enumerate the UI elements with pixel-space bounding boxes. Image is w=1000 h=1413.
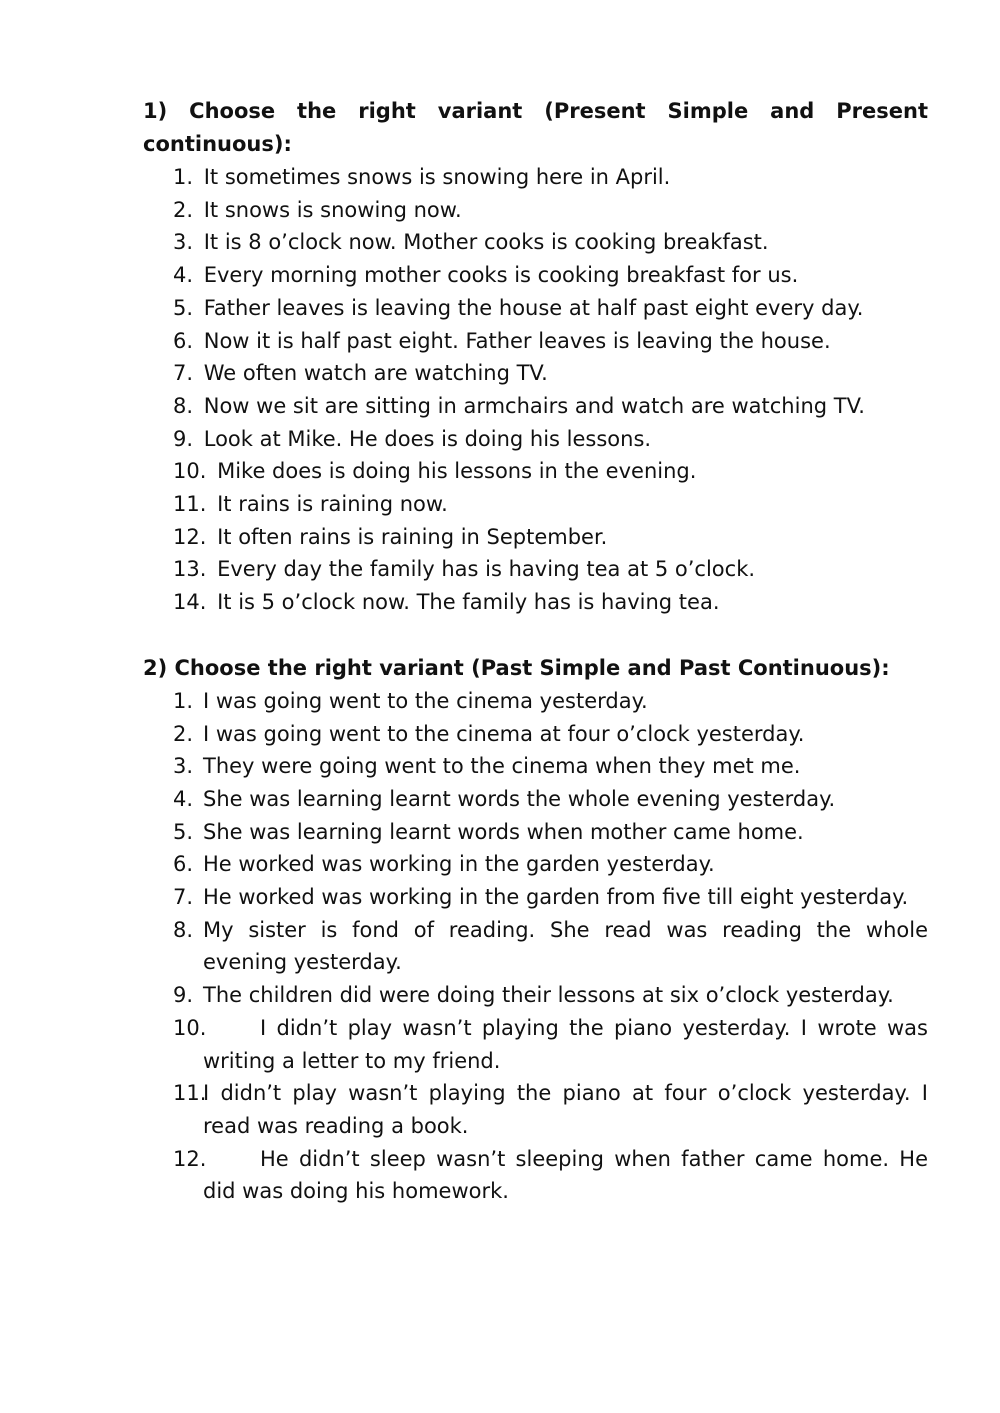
- item-number: 10.: [173, 1015, 207, 1040]
- item-number: 11.: [173, 1081, 207, 1106]
- item-text: Every day the family has is having tea at 5 o’clock.: [217, 557, 756, 582]
- item-number: 9.: [173, 983, 194, 1008]
- item-text: He didn’t sleep wasn’t sleeping when father came home. He did was doing his homework.: [203, 1146, 928, 1204]
- item-number: 7.: [173, 361, 194, 386]
- worksheet: [143, 95, 928, 1208]
- item-number: 13.: [173, 557, 207, 582]
- list-item: [143, 455, 928, 488]
- item-number: 10.: [173, 459, 207, 484]
- item-number: 9.: [173, 426, 194, 451]
- item-number: 8.: [173, 917, 194, 942]
- item-text: Father leaves is leaving the house at half past eight every day.: [203, 295, 864, 320]
- list-item: [143, 194, 928, 227]
- item-text: She was learning learnt words when mother came home.: [203, 819, 804, 844]
- item-number: 3.: [173, 230, 194, 255]
- section-1-heading: 1) Choose the right variant (Present Simple and Present continuous):: [143, 99, 928, 156]
- list-item: [143, 685, 928, 718]
- item-text: I was going went to the cinema at four o’clock yesterday.: [203, 721, 805, 746]
- item-number: 12.: [173, 524, 207, 549]
- item-text: My sister is fond of reading. She read was reading the whole evening yesterday.: [203, 917, 928, 975]
- list-item: [143, 161, 928, 194]
- item-text: I didn’t play wasn’t playing the piano at four o’clock yesterday. I read was reading a book.: [203, 1081, 928, 1138]
- item-number: 8.: [173, 393, 194, 418]
- item-number: 5.: [173, 819, 194, 844]
- list-item: [143, 816, 928, 849]
- list-item: [143, 488, 928, 521]
- list-item: [143, 848, 928, 881]
- list-item: [143, 423, 928, 456]
- list-item: [143, 1012, 928, 1077]
- item-number: 3.: [173, 754, 194, 779]
- item-text: It often rains is raining in September.: [217, 524, 608, 549]
- item-text: It rains is raining now.: [217, 492, 448, 517]
- item-text: Look at Mike. He does is doing his lessons.: [203, 426, 652, 451]
- item-text: It snows is snowing now.: [203, 197, 462, 222]
- list-item: [143, 881, 928, 914]
- list-item: [143, 390, 928, 423]
- item-text: Mike does is doing his lessons in the evening.: [217, 459, 697, 484]
- item-number: 12.: [173, 1146, 207, 1171]
- list-item: [143, 586, 928, 619]
- section-2-heading: 2) Choose the right variant (Past Simple and Past Continuous):: [143, 655, 890, 680]
- item-number: 6.: [173, 852, 194, 877]
- item-text: They were going went to the cinema when they met me.: [203, 754, 801, 779]
- item-text: The children did were doing their lessons at six o’clock yesterday.: [203, 983, 894, 1008]
- section-spacer: [143, 619, 928, 652]
- item-number: 2.: [173, 197, 194, 222]
- item-text: He worked was working in the garden yesterday.: [203, 852, 715, 877]
- list-item: [143, 914, 928, 979]
- item-number: 4.: [173, 786, 194, 811]
- item-text: It is 8 o’clock now. Mother cooks is cooking breakfast.: [203, 230, 769, 255]
- list-item: [143, 292, 928, 325]
- item-number: 7.: [173, 885, 194, 910]
- item-text: I was going went to the cinema yesterday.: [203, 688, 648, 713]
- section-1-list: [143, 161, 928, 619]
- item-text: Now we sit are sitting in armchairs and watch are watching TV.: [203, 393, 865, 418]
- item-text: It is 5 o’clock now. The family has is having tea.: [217, 590, 720, 615]
- item-text: Now it is half past eight. Father leaves is leaving the house.: [203, 328, 831, 353]
- list-item: [143, 1143, 928, 1208]
- item-text: I didn’t play wasn’t playing the piano yesterday. I wrote was writing a letter to my friend.: [203, 1015, 928, 1073]
- list-item: [143, 750, 928, 783]
- list-item: [143, 259, 928, 292]
- list-item: [143, 357, 928, 390]
- item-number: 5.: [173, 295, 194, 320]
- item-number: 11.: [173, 492, 207, 517]
- list-item: [143, 226, 928, 259]
- item-text: We often watch are watching TV.: [203, 361, 548, 386]
- item-number: 14.: [173, 590, 207, 615]
- list-item: [143, 718, 928, 751]
- item-text: She was learning learnt words the whole evening yesterday.: [203, 786, 836, 811]
- item-text: Every morning mother cooks is cooking breakfast for us.: [203, 263, 799, 288]
- list-item: [143, 1077, 928, 1142]
- list-item: [143, 783, 928, 816]
- list-item: [143, 553, 928, 586]
- item-number: 1.: [173, 688, 194, 713]
- item-number: 4.: [173, 263, 194, 288]
- section-2-list: [143, 685, 928, 1208]
- item-text: It sometimes snows is snowing here in April.: [203, 165, 671, 189]
- item-text: He worked was working in the garden from five till eight yesterday.: [203, 885, 909, 910]
- list-item: [143, 979, 928, 1012]
- list-item: [143, 325, 928, 358]
- list-item: [143, 521, 928, 554]
- item-number: 2.: [173, 721, 194, 746]
- item-number: 6.: [173, 328, 194, 353]
- item-number: 1.: [173, 165, 194, 189]
